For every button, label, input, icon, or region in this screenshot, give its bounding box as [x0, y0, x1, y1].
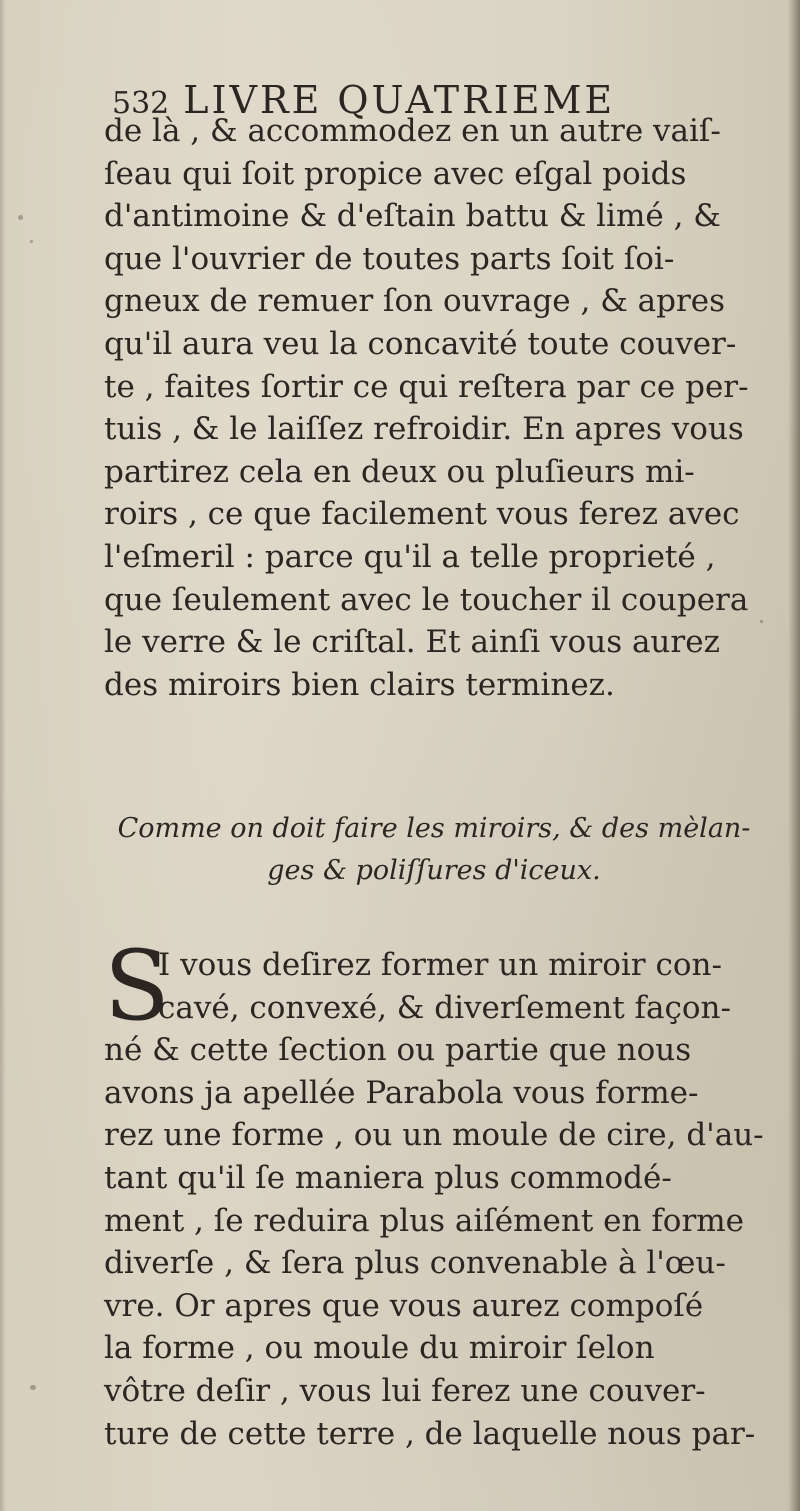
drop-cap: S — [104, 930, 170, 1042]
text-line: né & cette ſection ou partie que nous — [104, 1032, 692, 1069]
paper-speck — [760, 620, 763, 623]
paper-speck — [18, 215, 23, 220]
text-line: cavé, convexé, & diverſement façon- — [158, 989, 731, 1026]
page-number: 532 — [112, 86, 170, 121]
text-line: qu'il aura veu la concavité toute couver- — [104, 325, 737, 362]
text-line: tuis , & le laiſſez refroidir. En apres vous — [104, 411, 744, 448]
text-line: diverſe , & ſera plus convenable à l'œu- — [104, 1245, 726, 1282]
text-line: que l'ouvrier de toutes parts ſoit ſoi- — [104, 240, 675, 277]
text-line: l'eſmeril : parce qu'il a telle proprieté , — [104, 538, 716, 575]
text-line: vôtre deſir , vous lui ferez une couver- — [104, 1372, 706, 1409]
text-line: ture de cette terre , de laquelle nous par- — [104, 1415, 756, 1452]
text-line: d'antimoine & d'eſtain battu & limé , & — [104, 198, 721, 235]
paper-speck — [30, 240, 33, 243]
text-line: ſeau qui ſoit propice avec eſgal poids — [104, 155, 687, 192]
text-line: rez une forme , ou un moule de cire, d'au- — [104, 1117, 764, 1154]
text-line: des miroirs bien clairs terminez. — [104, 666, 615, 703]
text-line: vre. Or apres que vous aurez compoſé — [104, 1287, 704, 1324]
text-line: que ſeulement avec le toucher il coupera — [104, 581, 749, 618]
text-line: ment , ſe reduira plus aiſément en forme — [104, 1202, 745, 1239]
heading-line: Comme on doit faire les miroirs, & des mèlan- — [117, 813, 751, 844]
text-line: avons ja apellée Parabola vous forme- — [104, 1074, 699, 1111]
paragraph-2 — [104, 930, 764, 1455]
heading-line: ges & poliſſures d'iceux. — [267, 855, 601, 886]
text-line: partirez cela en deux ou pluſieurs mi- — [104, 453, 695, 490]
page-edge-shadow — [788, 0, 800, 1511]
paper-speck — [30, 1385, 36, 1390]
text-line: tant qu'il ſe maniera plus commodé- — [104, 1159, 672, 1196]
text-line: le verre & le criſtal. Et ainſi vous aurez — [104, 624, 720, 661]
text-line: te , faites ſortir ce qui reſtera par ce per- — [104, 368, 749, 405]
text-line: gneux de remuer ſon ouvrage , & apres — [104, 283, 726, 320]
text-line: la forme , ou moule du miroir ſelon — [104, 1330, 655, 1367]
text-line: de là , & accommodez en un autre vaiſ- — [104, 113, 721, 149]
text-line: roirs , ce que facilement vous ferez avec — [104, 496, 740, 533]
page-gutter-shadow — [0, 0, 6, 1511]
paragraph-1 — [104, 110, 764, 706]
section-heading — [104, 808, 764, 892]
running-title: LIVRE QUATRIEME — [183, 78, 616, 122]
text-line: I vous deſirez former un miroir con- — [158, 947, 722, 983]
